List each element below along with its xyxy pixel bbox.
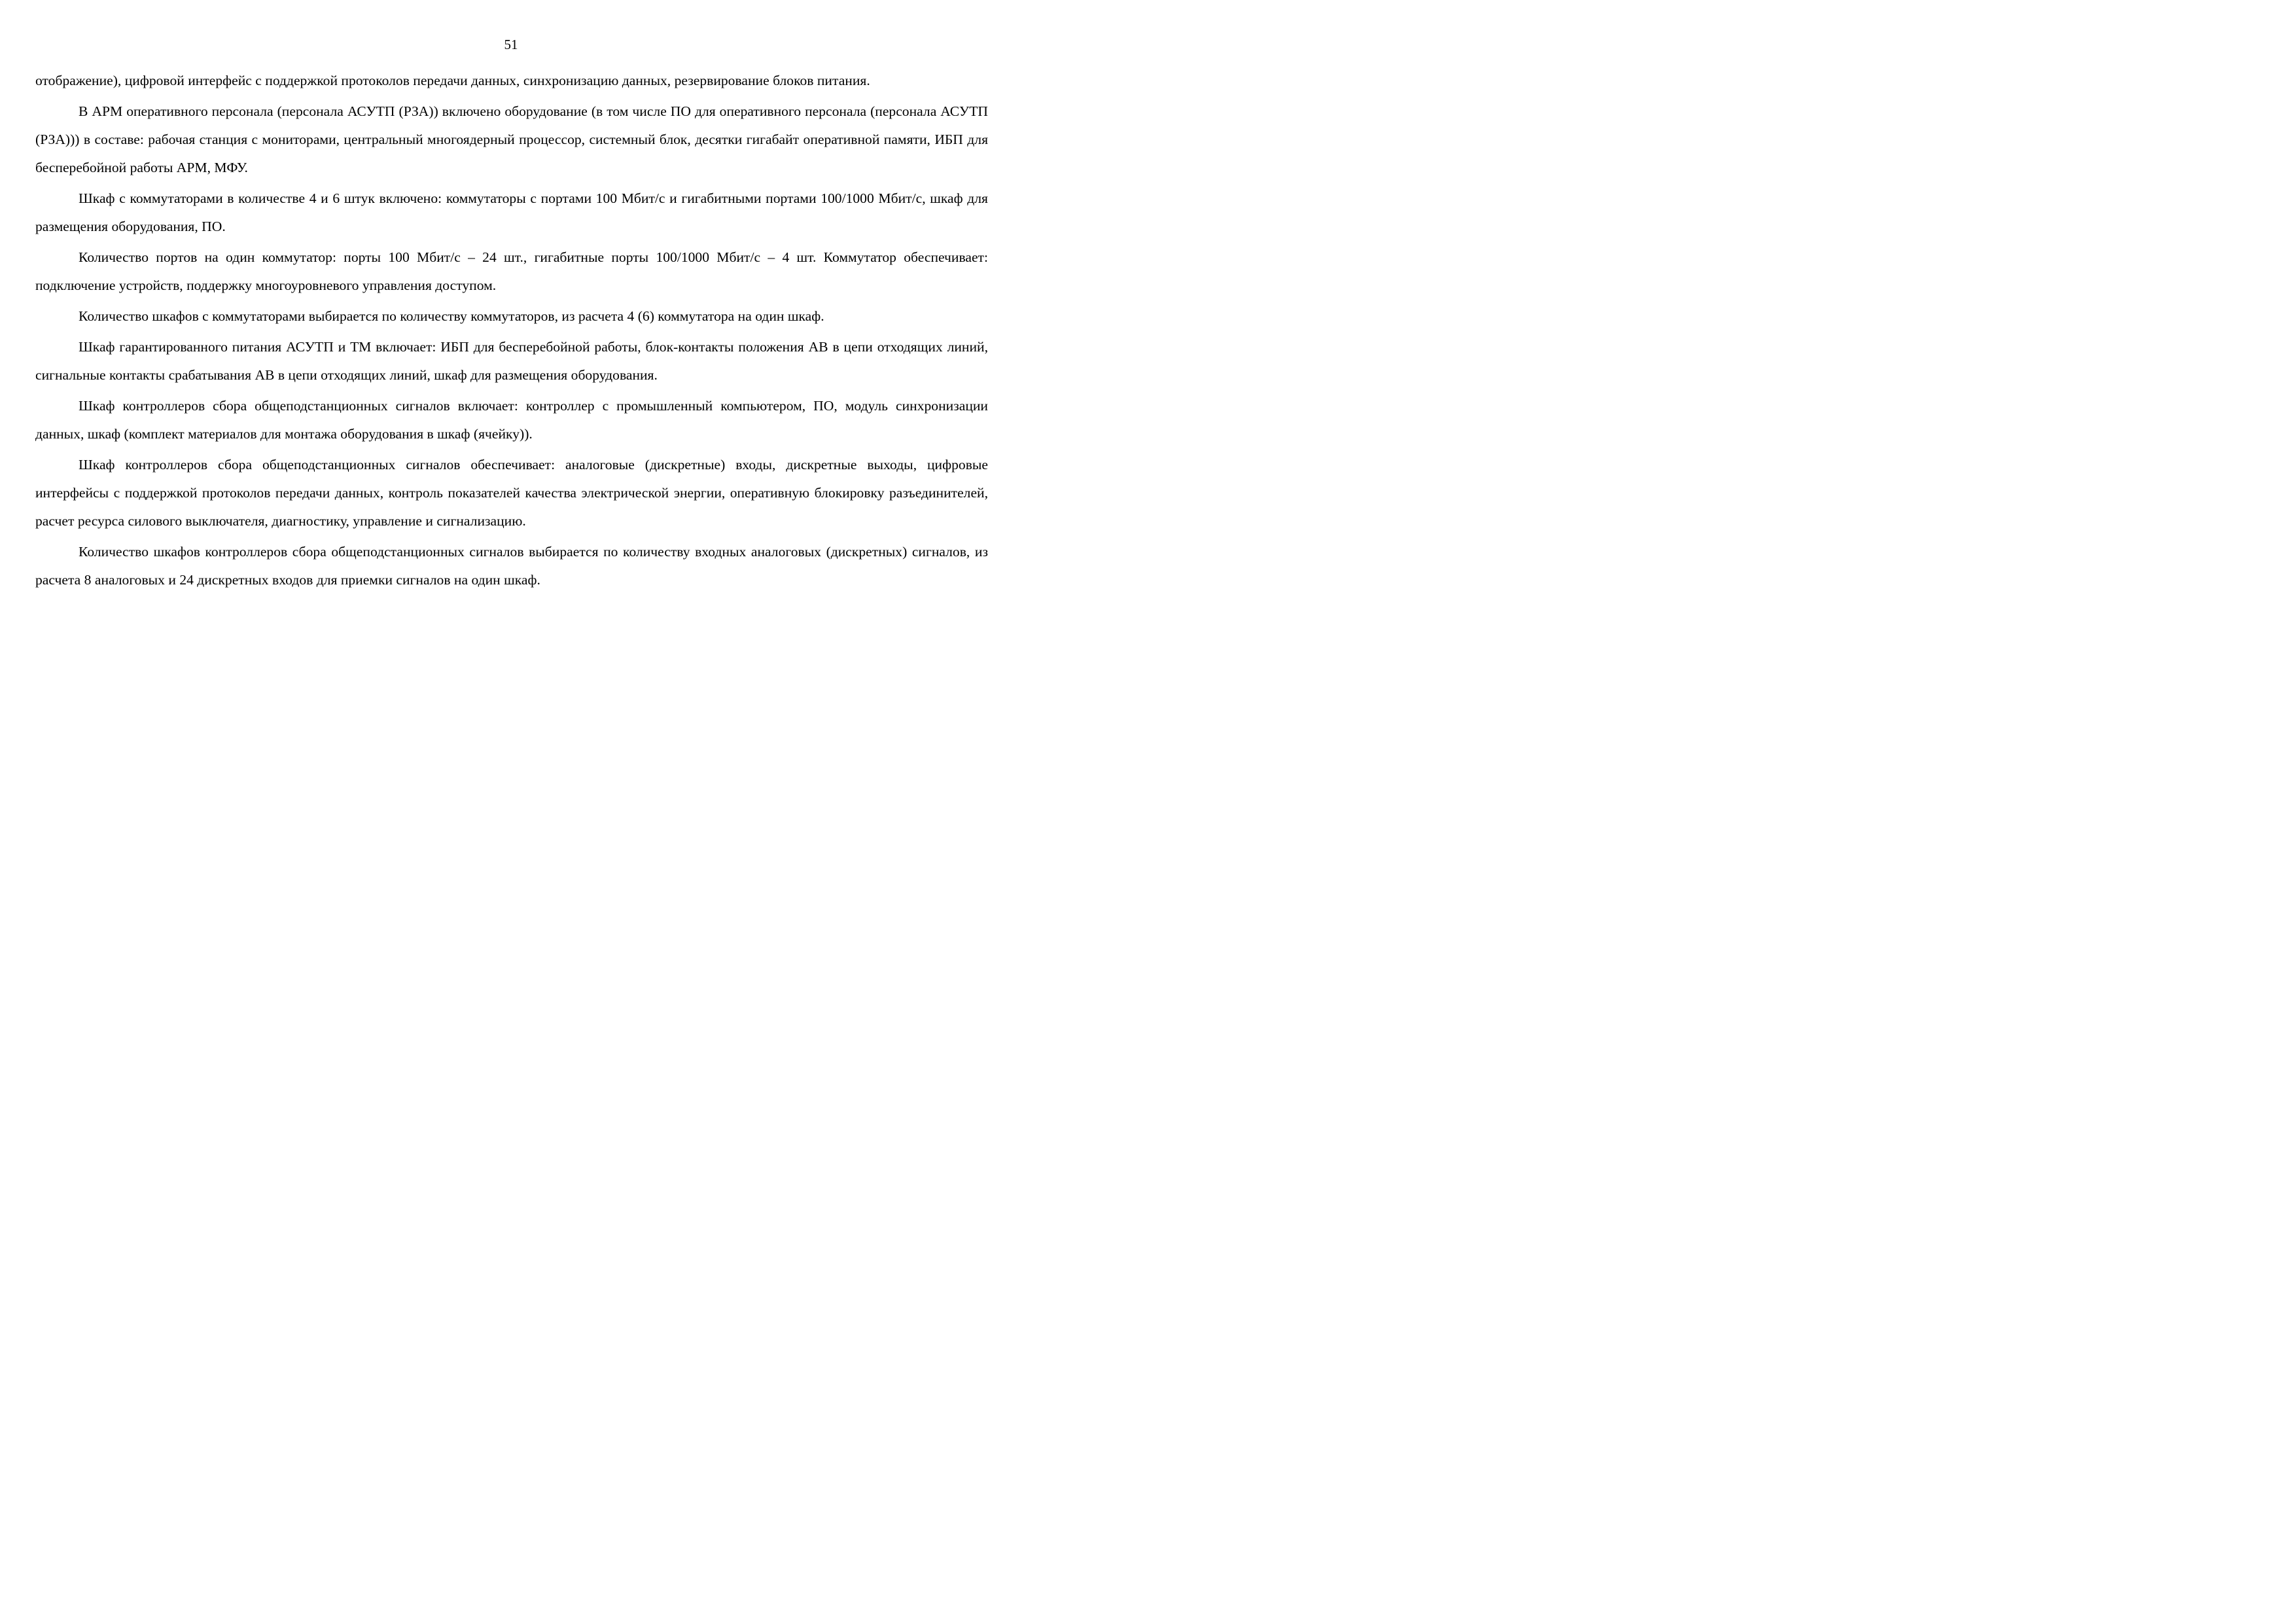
document-page (0, 0, 1022, 722)
paragraph-switch-cabinet: Шкаф с коммутаторами в количестве 4 и 6 штук включено: коммутаторы с портами 100 Мбит/с и гигабитными портами 100/1000 Мбит/с, шкаф для размещения оборудования, ПО. (35, 190, 988, 234)
paragraph-controller-cabinet-count: Количество шкафов контроллеров сбора общеподстанционных сигналов выбирается по количеству входных аналоговых (дискретных) сигналов, из расчета 8 аналоговых и 24 дискретных входов для приемки сигналов на один шкаф. (35, 544, 988, 588)
paragraph-arm-equipment: В АРМ оперативного персонала (персонала АСУТП (РЗА)) включено оборудование (в том числе ПО для оперативного персонала (персонала АСУТП (РЗА))) в составе: рабочая станция с мониторами, центральный многоядерный процессор, системный блок, десятки гигабайт оперативной памяти, ИБП для бесперебойной работы АРМ, МФУ. (35, 103, 988, 175)
paragraph-guaranteed-power-cabinet: Шкаф гарантированного питания АСУТП и ТМ включает: ИБП для бесперебойной работы, блок-контакты положения АВ в цепи отходящих линий, сигнальные контакты срабатывания АВ в цепи отходящих линий, шкаф для размещения оборудования. (35, 339, 988, 383)
paragraph-controller-cabinet-provides: Шкаф контроллеров сбора общеподстанционных сигналов обеспечивает: аналоговые (дискретные) входы, дискретные выходы, цифровые интерфейсы с поддержкой протоколов передачи данных, контроль показателей качества электрической энергии, оперативную блокировку разъединителей, расчет ресурса силового выключателя, диагностику, управление и сигнализацию. (35, 457, 988, 529)
paragraph-controller-cabinet-includes: Шкаф контроллеров сбора общеподстанционных сигналов включает: контроллер с промышленный компьютером, ПО, модуль синхронизации данных, шкаф (комплект материалов для монтажа оборудования в шкаф (ячейку)). (35, 398, 988, 442)
paragraph-switch-cabinet-count: Количество шкафов с коммутаторами выбирается по количеству коммутаторов, из расчета 4 (6) коммутатора на один шкаф. (79, 308, 824, 324)
page-number: 51 (504, 37, 518, 52)
paragraph-switch-ports: Количество портов на один коммутатор: порты 100 Мбит/с – 24 шт., гигабитные порты 100/1000 Мбит/с – 4 шт. Коммутатор обеспечивает: подключение устройств, поддержку многоуровневого управления доступом. (35, 249, 988, 293)
document-body (35, 67, 988, 597)
paragraph-continuation: отображение), цифровой интерфейс с поддержкой протоколов передачи данных, синхронизацию данных, резервирование блоков питания. (35, 73, 870, 88)
